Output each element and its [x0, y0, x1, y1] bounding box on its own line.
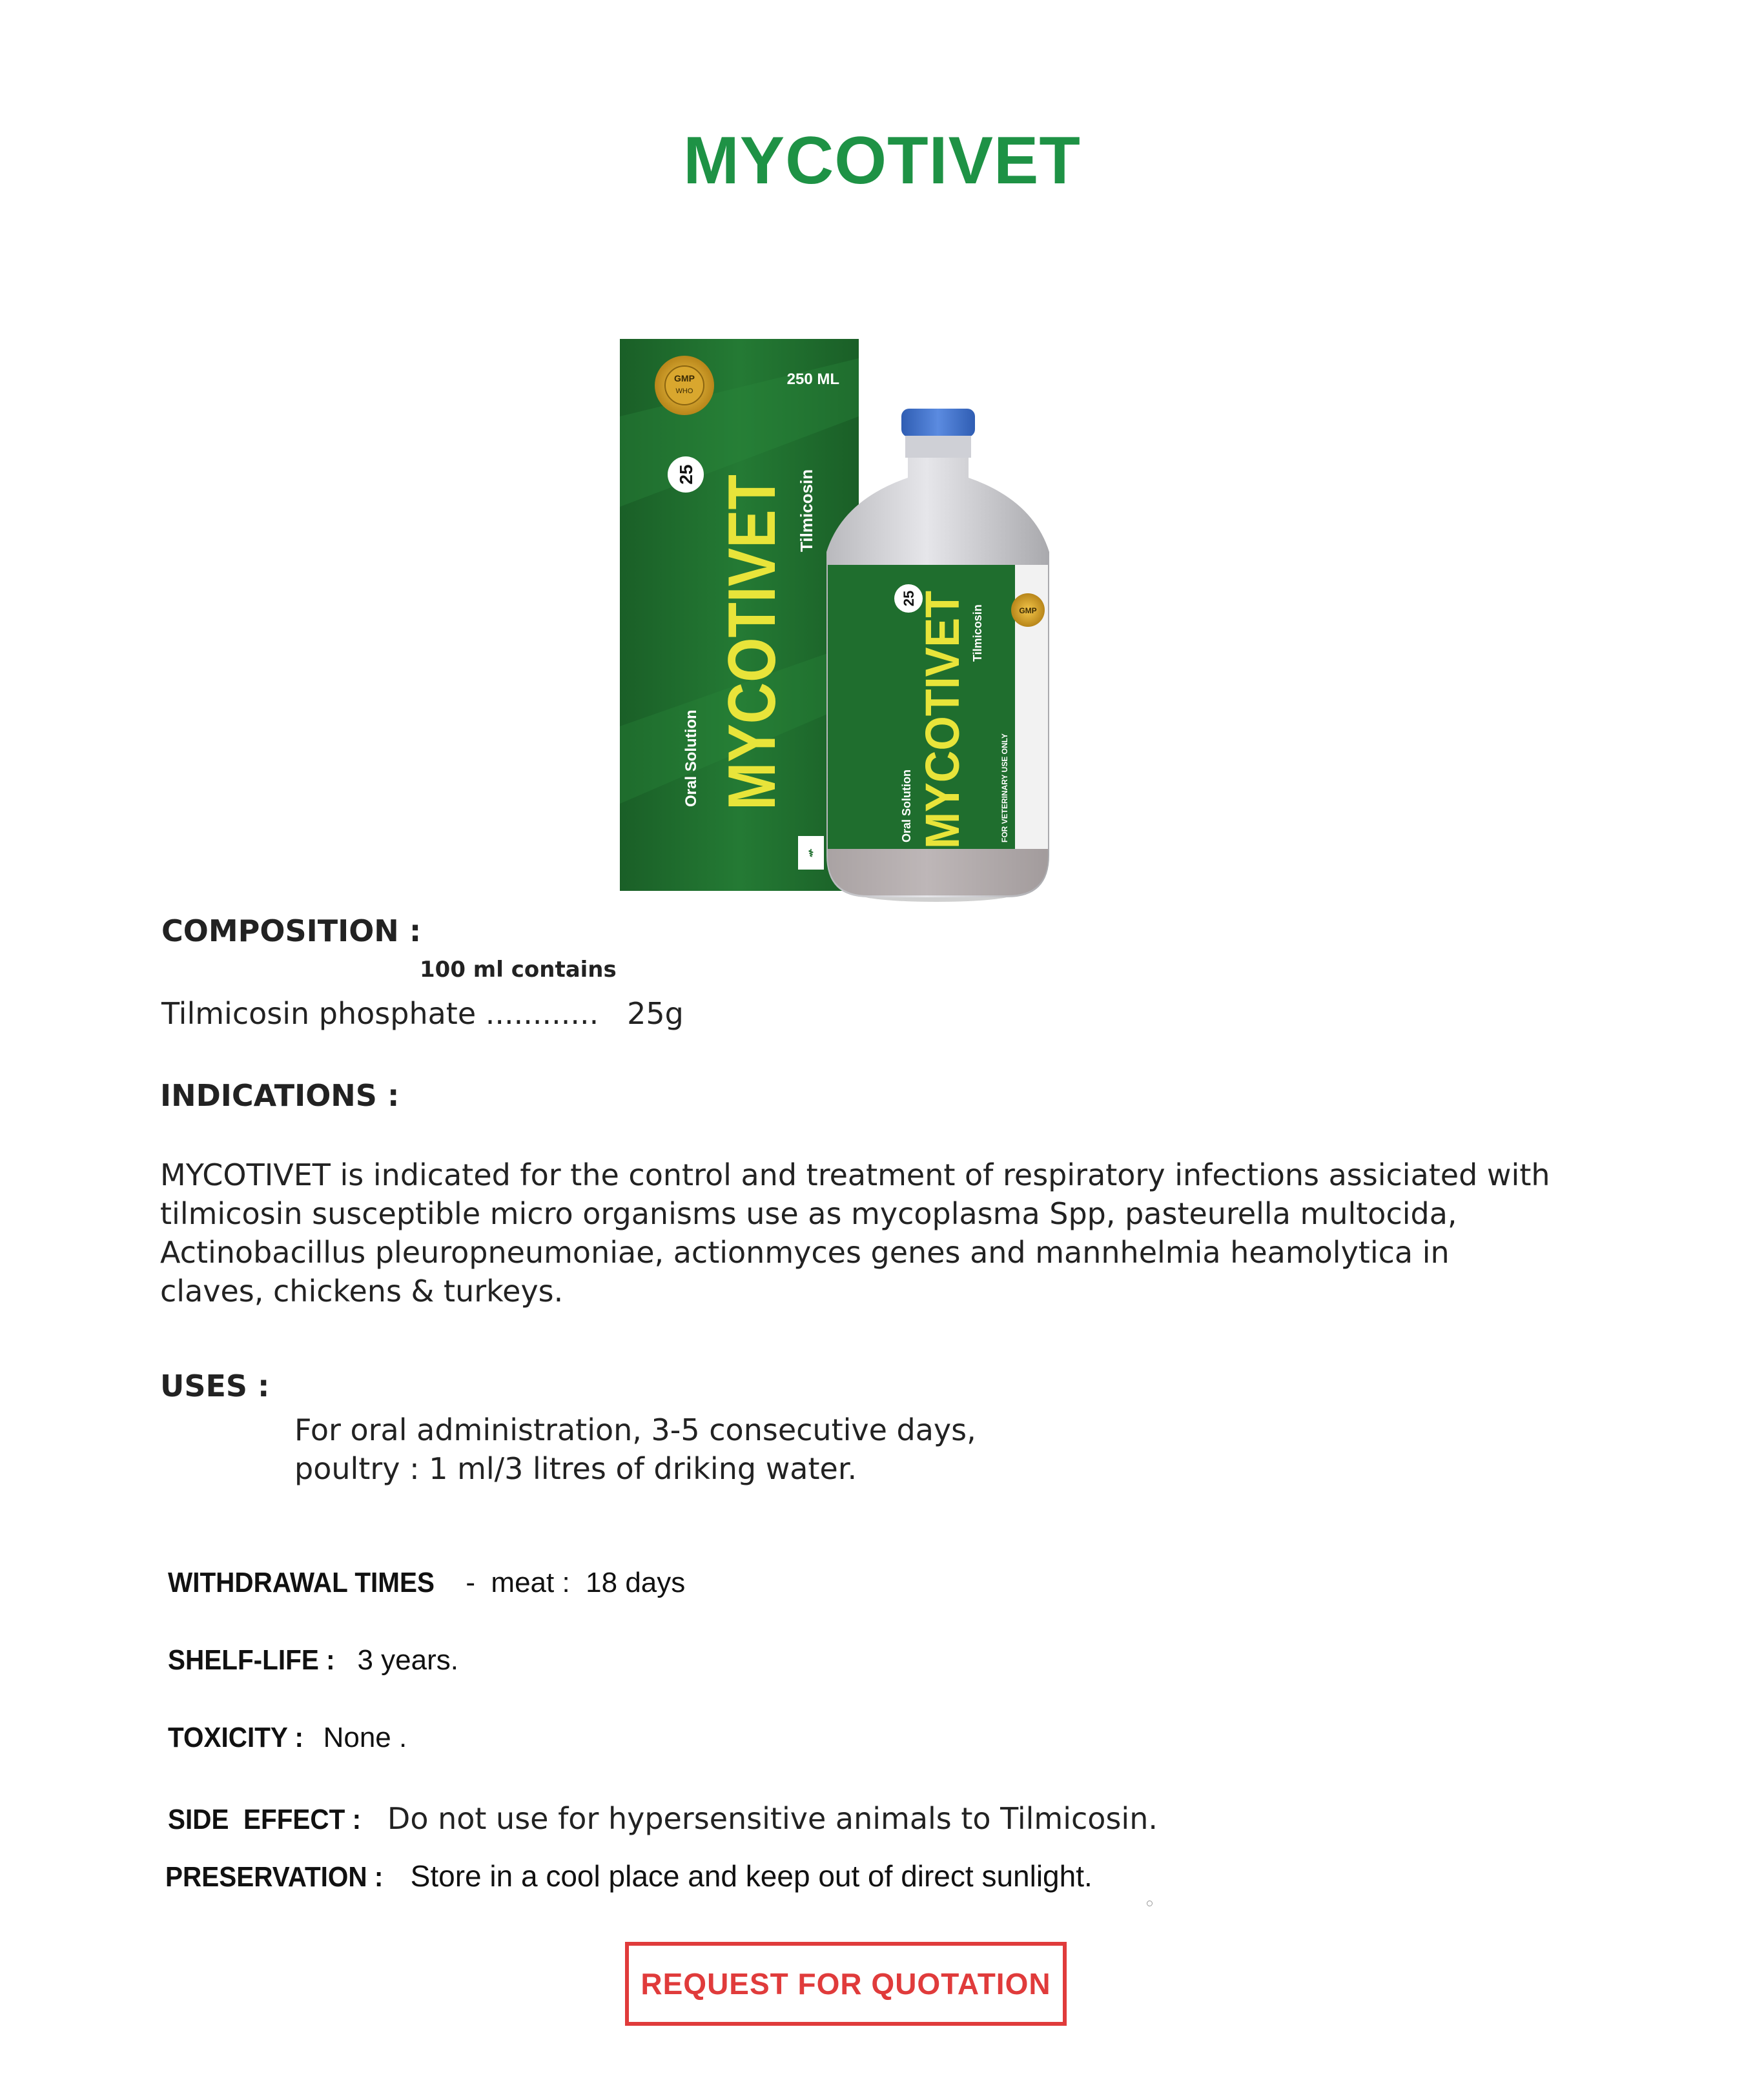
uses-heading: USES : — [160, 1369, 270, 1403]
withdrawal-label: WITHDRAWAL TIMES — [168, 1567, 435, 1598]
indications-line: tilmicosin susceptible micro organisms use as mycoplasma Spp, pasteurella multocida, — [160, 1196, 1457, 1231]
indications-line: claves, chickens & turkeys. — [160, 1274, 564, 1309]
decorative-dot — [1147, 1901, 1153, 1906]
composition-subheading: 100 ml contains — [420, 957, 617, 983]
uses-line: For oral administration, 3-5 consecutive days, — [294, 1412, 976, 1447]
shelf-life-label: SHELF-LIFE : — [168, 1644, 335, 1676]
bottle-form: Oral Solution — [900, 769, 913, 842]
side-effect-row — [161, 1787, 1158, 1838]
box-volume: 250 ML — [786, 371, 839, 388]
preservation-label: PRESERVATION : — [165, 1861, 384, 1893]
preservation-row — [159, 1846, 1092, 1893]
shelf-life-value: 3 years. — [349, 1644, 459, 1676]
box-form: Oral Solution — [682, 709, 700, 807]
box-ingredient: Tilmicosin — [797, 469, 816, 552]
product-bottle — [826, 409, 1049, 902]
request-quotation-button[interactable] — [625, 1942, 1067, 2026]
withdrawal-row — [161, 1555, 685, 1599]
preservation-value: Store in a cool place and keep out of direct sunlight. — [402, 1859, 1092, 1893]
svg-text:⚕: ⚕ — [808, 848, 814, 859]
request-quotation-label: REQUEST FOR QUOTATION — [641, 1967, 1051, 2001]
product-image — [620, 339, 1072, 907]
bottle-ingredient: Tilmicosin — [971, 604, 984, 662]
seal-text-1: GMP — [674, 373, 695, 383]
bottle-seal-text: GMP — [1019, 606, 1037, 615]
box-strength-badge — [668, 456, 704, 493]
indications-line: Actinobacillus pleuropneumoniae, actionmyces genes and mannhelmia heamolytica in — [160, 1235, 1450, 1270]
toxicity-row — [161, 1709, 407, 1754]
toxicity-value: None . — [315, 1722, 407, 1753]
bottle-name: MYCOTIVET — [916, 570, 969, 849]
side-effect-value: Do not use for hypersensitive animals to Tilmicosin. — [378, 1801, 1158, 1836]
toxicity-label: TOXICITY : — [168, 1722, 304, 1753]
indications-text — [160, 1156, 1677, 1310]
side-effect-label: SIDE EFFECT : — [168, 1804, 362, 1835]
composition-heading: COMPOSITION : — [161, 913, 422, 948]
gmp-seal-icon — [655, 356, 714, 415]
box-strength: 25 — [676, 464, 696, 485]
page-title: MYCOTIVET — [683, 123, 1081, 198]
shelf-life-row — [161, 1632, 458, 1677]
composition-ingredient: Tilmicosin phosphate ............ 25g — [161, 996, 684, 1031]
uses-text — [294, 1411, 976, 1488]
uses-line: poultry : 1 ml/3 litres of driking water. — [294, 1451, 857, 1486]
product-box — [620, 339, 859, 891]
box-name: MYCOTIVET — [715, 418, 790, 810]
bottle-strength: 25 — [901, 590, 917, 607]
bottle-note: FOR VETERINARY USE ONLY — [1000, 733, 1009, 842]
bottle-cap — [901, 409, 975, 437]
indications-heading: INDICATIONS : — [160, 1078, 400, 1113]
seal-text-2: WHO — [675, 387, 693, 395]
indications-line: MYCOTIVET is indicated for the control and treatment of respiratory infections assiciated with — [160, 1157, 1550, 1192]
withdrawal-value: - meat : 18 days — [458, 1567, 686, 1598]
